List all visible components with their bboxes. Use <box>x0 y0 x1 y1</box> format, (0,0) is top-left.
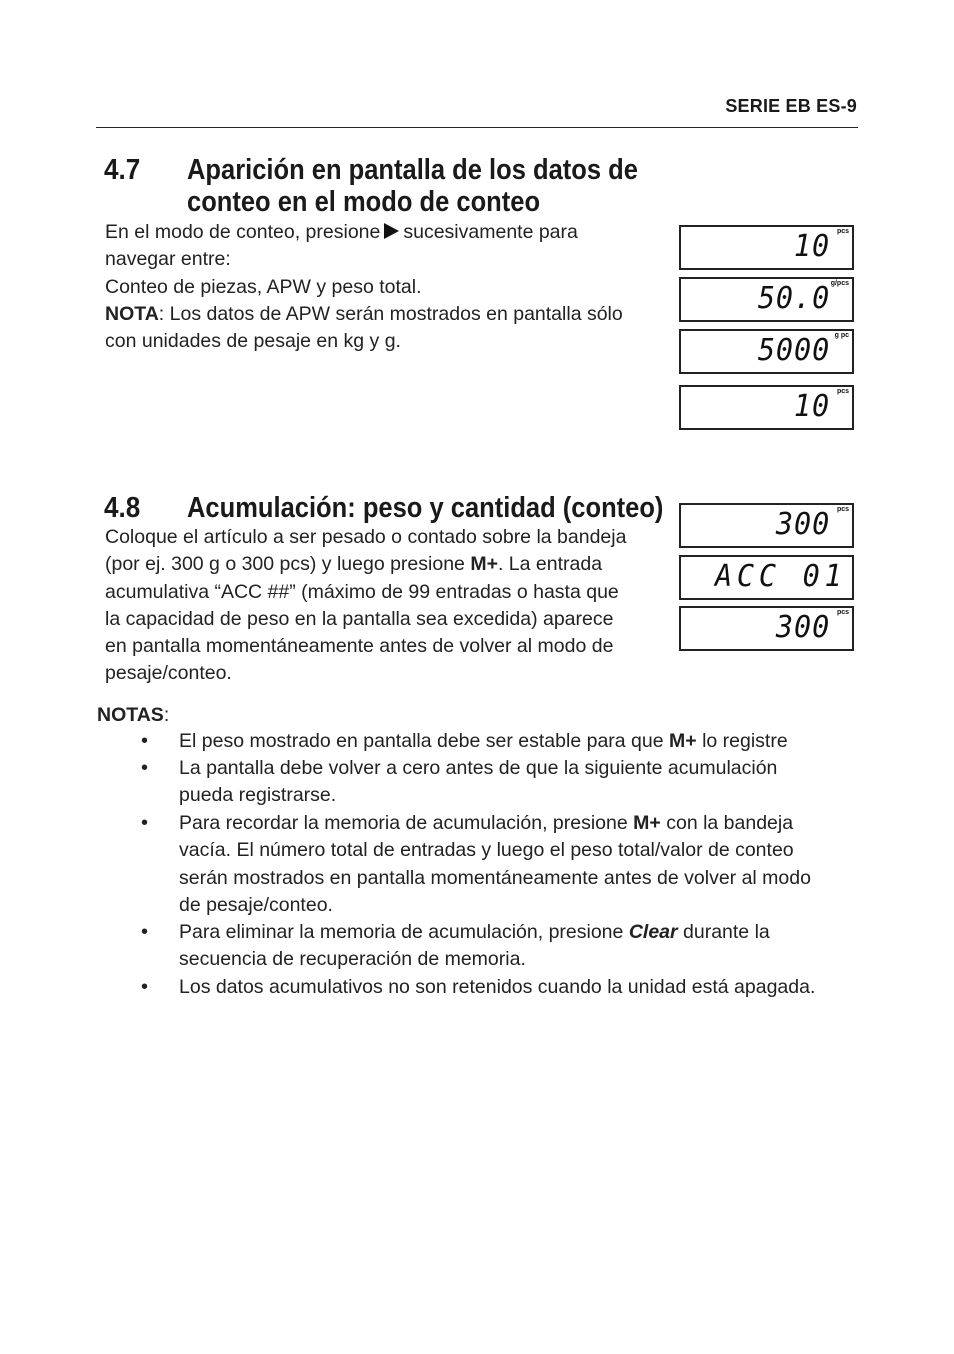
notes-heading <box>97 702 169 729</box>
note-label: NOTA <box>105 302 159 325</box>
bullet-icon: • <box>141 921 149 943</box>
notes-label: NOTAS <box>97 704 164 726</box>
lcd-display-300 <box>679 503 854 548</box>
lcd-value: 300 <box>775 507 830 542</box>
text-line: serán mostrados en pantalla momentáneamente antes de volver al modo <box>179 866 811 889</box>
bullet-icon: • <box>141 757 149 779</box>
lcd-value: ACC 01 <box>715 559 847 594</box>
text-fragment: Para recordar la memoria de acumulación, presione <box>179 812 628 834</box>
section-4-8-line4: la capacidad de peso en la pantalla sea excedida) aparece <box>105 607 614 630</box>
bullet-icon: • <box>141 812 149 834</box>
section-4-7-note-line2: con unidades de pesaje en kg y g. <box>105 330 401 353</box>
note-item-4 <box>179 919 859 974</box>
section-4-7-body <box>105 219 665 355</box>
section-4-7-line1 <box>105 219 665 246</box>
lcd-value: 10 <box>793 229 830 264</box>
lcd-unit: g pc <box>834 332 849 339</box>
text-fragment: con la bandeja <box>666 812 794 834</box>
section-4-7-title-line2: conteo en el modo de conteo <box>187 186 541 218</box>
m-plus-key: M+ <box>633 812 661 834</box>
section-4-7-note <box>105 301 665 328</box>
text-fragment: sucesivamente para <box>403 221 578 243</box>
text-fragment: En el modo de conteo, presione <box>105 221 381 243</box>
text-line <box>179 810 859 837</box>
lcd-unit: pcs <box>836 388 849 395</box>
notes-list <box>0 728 954 1028</box>
section-4-8-line6: pesaje/conteo. <box>105 662 232 685</box>
text-fragment: durante la <box>683 921 770 943</box>
text-fragment: Para eliminar la memoria de acumulación, presione <box>179 921 624 943</box>
lcd-unit: pcs <box>836 506 849 513</box>
bullet-icon: • <box>141 976 149 998</box>
clear-key: Clear <box>628 921 678 943</box>
lcd-unit: pcs <box>836 609 849 616</box>
lcd-display-count <box>679 225 854 270</box>
text-fragment: El peso mostrado en pantalla debe ser estable para que <box>179 730 664 752</box>
lcd-value: 5000 <box>757 333 830 368</box>
note-item-3 <box>179 810 859 919</box>
bullet-icon: • <box>141 730 149 752</box>
text-line: secuencia de recuperación de memoria. <box>179 948 526 971</box>
lcd-display-apw <box>679 277 854 322</box>
section-4-8-line2 <box>105 551 670 578</box>
note-item-2 <box>179 755 859 810</box>
series-header: SERIE EB ES-9 <box>725 96 857 116</box>
text-line: de pesaje/conteo. <box>179 893 333 916</box>
note-item-5: Los datos acumulativos no son retenidos cuando la unidad está apagada. <box>179 976 816 998</box>
text-line <box>179 919 859 946</box>
text-line: pueda registrarse. <box>179 784 337 807</box>
section-4-7-line2: navegar entre: <box>105 248 231 271</box>
section-4-8-line5: en pantalla momentáneamente antes de volver al modo de <box>105 635 614 658</box>
section-4-8-title: Acumulación: peso y cantidad (conteo) <box>187 492 664 524</box>
section-4-7-number: 4.7 <box>104 154 141 186</box>
m-plus-key: M+ <box>669 730 697 752</box>
header-divider <box>96 127 858 128</box>
lcd-unit: pcs <box>836 228 849 235</box>
section-4-7-title-line1: Aparición en pantalla de los datos de <box>187 154 638 186</box>
section-4-8-body <box>105 524 670 688</box>
section-4-7-line3: Conteo de piezas, APW y peso total. <box>105 275 422 298</box>
text-fragment: . La entrada <box>497 553 603 576</box>
lcd-display-300-return <box>679 606 854 651</box>
right-arrow-key-icon <box>384 223 399 239</box>
lcd-value: 300 <box>775 610 830 645</box>
text-line: vacía. El número total de entradas y luego el peso total/valor de conteo <box>179 839 794 862</box>
section-4-8-line1: Coloque el artículo a ser pesado o contado sobre la bandeja <box>105 526 627 548</box>
text-fragment: lo registre <box>702 730 788 752</box>
lcd-display-count-return <box>679 385 854 430</box>
lcd-value: 50.0 <box>757 281 830 316</box>
text-fragment: (por ej. 300 g o 300 pcs) y luego presione <box>105 553 465 576</box>
note-item-1 <box>179 728 859 755</box>
lcd-value: 10 <box>793 389 830 424</box>
notes-colon: : <box>163 704 170 726</box>
section-4-8-number: 4.8 <box>104 492 141 524</box>
section-4-8-line3: acumulativa “ACC ##” (máximo de 99 entradas o hasta que <box>105 580 619 603</box>
text-line: La pantalla debe volver a cero antes de que la siguiente acumulación <box>179 757 778 779</box>
note-text: : Los datos de APW serán mostrados en pantalla sólo <box>158 302 623 325</box>
lcd-display-acc <box>679 555 854 600</box>
lcd-unit: g/pcs <box>830 280 849 287</box>
lcd-display-total-weight <box>679 329 854 374</box>
m-plus-key: M+ <box>470 553 498 576</box>
